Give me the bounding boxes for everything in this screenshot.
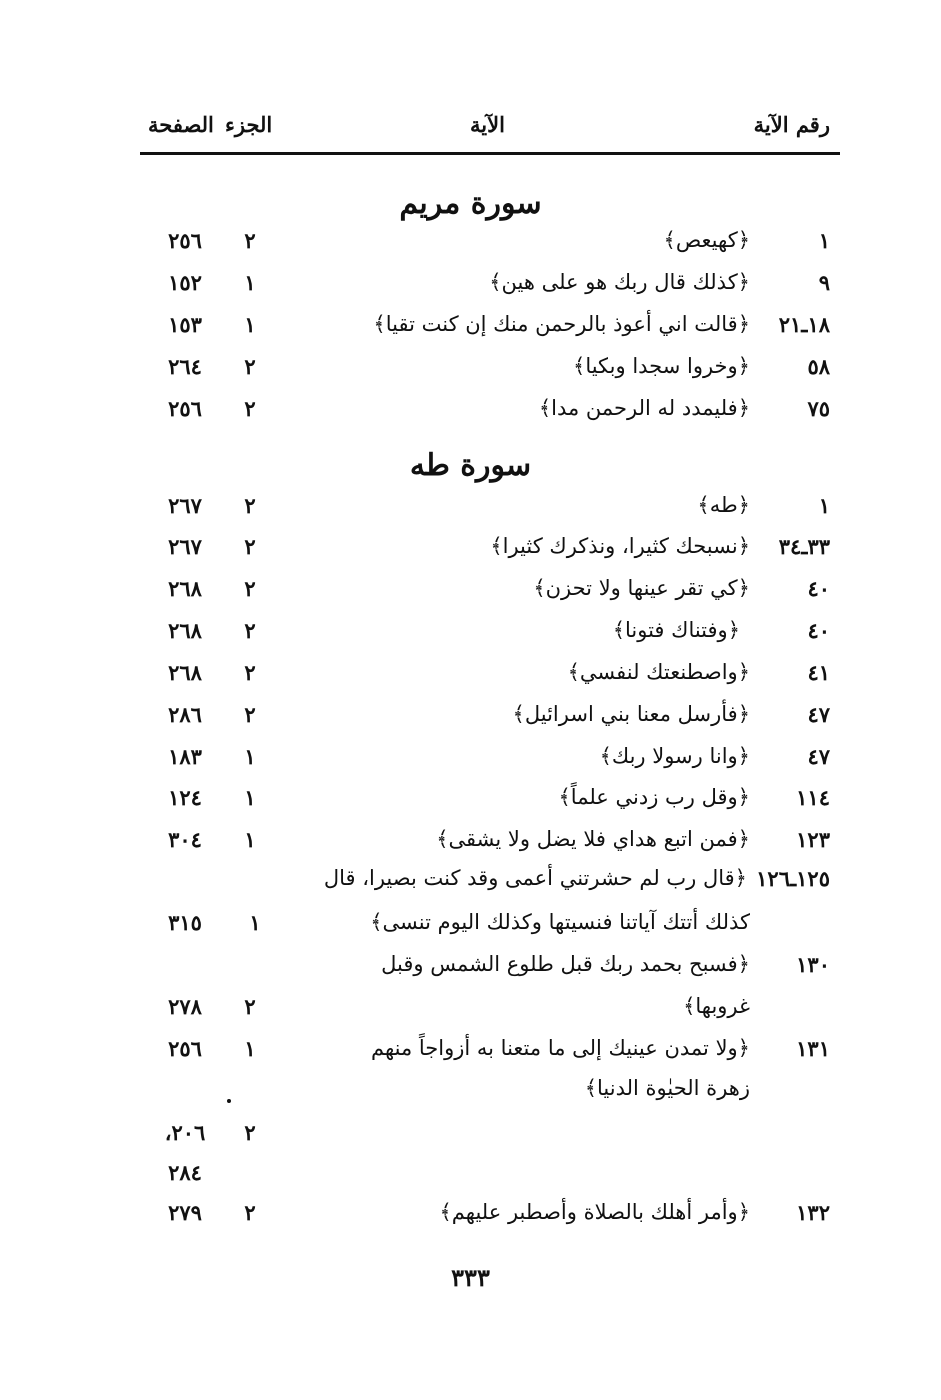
part-number: ١	[244, 744, 256, 769]
part-number: ١	[249, 910, 261, 935]
verse-text-line: غروبها﴾	[683, 994, 750, 1018]
table-row-extra	[140, 1160, 840, 1200]
page-number: ٣١٥	[168, 910, 202, 935]
part-number: ٢	[244, 493, 256, 518]
table-row	[140, 827, 840, 867]
part-number: ١	[244, 270, 256, 295]
verse-number: ١٣٠	[796, 952, 830, 977]
table-row	[140, 1036, 840, 1076]
part-number: ٢	[244, 534, 256, 559]
table-row	[140, 354, 840, 394]
table-row	[140, 270, 840, 310]
table-row	[140, 744, 840, 784]
part-number: ١	[244, 1036, 256, 1061]
verse-number: ١٣٢	[796, 1200, 830, 1225]
verse-number: ٧٥	[807, 396, 830, 421]
part-number: ٢	[244, 354, 256, 379]
part-number: ٢	[244, 1200, 256, 1225]
verse-text: ﴿قالت اني أعوذ بالرحمن منك إن كنت تقيا﴾	[373, 312, 750, 336]
verse-number: ١١٤	[796, 785, 830, 810]
verse-text: ﴿وقل رب زدني علماً﴾	[558, 785, 750, 809]
header-verse-number: رقم الآية	[753, 112, 830, 137]
header-verse: الآية	[470, 112, 505, 137]
verse-number: ١	[818, 228, 830, 253]
header-part: الجزء	[225, 112, 273, 137]
verse-text-line: ﴿قال رب لم حشرتني أعمى وقد كنت بصيرا، قال	[323, 866, 747, 890]
verse-text-line: زهرة الحيٰوة الدنيا﴾	[584, 1076, 750, 1100]
page-number: ٢٧٨	[168, 994, 202, 1019]
table-row	[140, 1200, 840, 1240]
verse-text: ﴿وخروا سجدا وبكيا﴾	[573, 354, 750, 378]
page-number: ٢٦٧	[168, 534, 202, 559]
verse-text: ﴿فمن اتبع هداي فلا يضل ولا يشقى﴾	[436, 827, 750, 851]
page-number: ٢٥٦	[168, 228, 202, 253]
part-number: ٢	[244, 1120, 256, 1145]
verse-text: ﴿كي تقر عينها ولا تحزن﴾	[533, 576, 750, 600]
verse-text: ﴿نسبحك كثيرا، ونذكرك كثيرا﴾	[490, 534, 750, 558]
page-number: ١٥٣	[168, 312, 202, 337]
part-number: ٢	[244, 702, 256, 727]
page-number: ٢٨٦	[168, 702, 202, 727]
verse-number: ١٢٣	[796, 827, 830, 852]
table-row-continuation	[140, 910, 840, 950]
verse-text-line: ﴿ولا تمدن عينيك إلى ما متعنا به أزواجاً منهم	[370, 1036, 750, 1060]
page-footer-number: ٣٣٣	[451, 1263, 490, 1292]
part-number: ١	[244, 827, 256, 852]
verse-text-line: كذلك أتتك آياتنا فنسيتها وكذلك اليوم تنسى﴾	[370, 910, 750, 934]
table-row	[140, 576, 840, 616]
page-number: ٢٦٧	[168, 493, 202, 518]
verse-number: ٥٨	[807, 354, 830, 379]
page-number: ٢٠٦،	[164, 1120, 206, 1145]
table-row	[140, 228, 840, 268]
table-row	[140, 396, 840, 436]
table-row-continuation	[140, 1076, 840, 1116]
part-number: ٢	[244, 994, 256, 1019]
verse-text: ﴿كذلك قال ربك هو على هين﴾	[489, 270, 750, 294]
verse-text: ﴿واصطنعتك لنفسي﴾	[567, 660, 750, 684]
page-number: ٣٠٤	[168, 827, 202, 852]
part-number: ١	[244, 785, 256, 810]
table-row	[140, 534, 840, 574]
stray-dot	[227, 1099, 231, 1103]
page-number: ٢٧٩	[168, 1200, 202, 1225]
verse-number: ٤٧	[807, 744, 830, 769]
verse-number: ٩	[818, 270, 830, 295]
verse-text: ﴿وفتناك فتونا﴾	[612, 618, 740, 642]
table-row	[140, 618, 840, 658]
verse-number: ١٢٥ـ١٢٦	[756, 866, 830, 891]
part-number: ٢	[244, 660, 256, 685]
surah-title-taha: سورة طه	[409, 448, 532, 483]
verse-text: ﴿وانا رسولا ربك﴾	[599, 744, 750, 768]
page-number: ٢٦٨	[168, 618, 202, 643]
verse-text-line: ﴿فسبح بحمد ربك قبل طلوع الشمس وقبل	[381, 952, 750, 976]
page-number: ٢٥٦	[168, 1036, 202, 1061]
verse-number: ٤٧	[807, 702, 830, 727]
part-number: ٢	[244, 396, 256, 421]
table-row	[140, 785, 840, 825]
table-row	[140, 952, 840, 992]
table-row	[140, 702, 840, 742]
verse-text: ﴿فأرسل معنا بني اسرائيل﴾	[512, 702, 750, 726]
verse-text: ﴿وأمر أهلك بالصلاة وأصطبر عليهم﴾	[439, 1200, 750, 1224]
page-number: ٢٥٦	[168, 396, 202, 421]
table-header	[140, 112, 840, 148]
part-number: ١	[244, 312, 256, 337]
table-row	[140, 660, 840, 700]
table-row-continuation	[140, 994, 840, 1034]
part-number: ٢	[244, 576, 256, 601]
table-row	[140, 866, 840, 906]
verse-text: ﴿كهيعص﴾	[663, 228, 750, 252]
verse-number: ١٨ـ٢١	[778, 312, 830, 337]
table-row	[140, 312, 840, 352]
surah-title-maryam: سورة مريم	[399, 186, 542, 221]
page-number: ٢٦٨	[168, 576, 202, 601]
verse-number: ١٣١	[796, 1036, 830, 1061]
page-number: ٢٦٤	[168, 354, 202, 379]
table-row	[140, 493, 840, 533]
verse-number: ٤٠	[807, 576, 830, 601]
page-number: ١٢٤	[168, 785, 202, 810]
verse-number: ٣٣ـ٣٤	[778, 534, 830, 559]
verse-number: ١	[818, 493, 830, 518]
verse-number: ٤١	[807, 660, 830, 685]
page-number: ٢٦٨	[168, 660, 202, 685]
verse-text: ﴿فليمدد له الرحمن مدا﴾	[538, 396, 750, 420]
page-number: ٢٨٤	[168, 1160, 202, 1185]
header-page: الصفحة	[148, 112, 214, 137]
verse-text: ﴿طه﴾	[697, 493, 750, 517]
page-number: ١٥٢	[168, 270, 202, 295]
part-number: ٢	[244, 618, 256, 643]
table-row-extra	[140, 1120, 840, 1160]
page-number: ١٨٣	[168, 744, 202, 769]
part-number: ٢	[244, 228, 256, 253]
header-rule	[140, 152, 840, 155]
verse-number: ٤٠	[807, 618, 830, 643]
